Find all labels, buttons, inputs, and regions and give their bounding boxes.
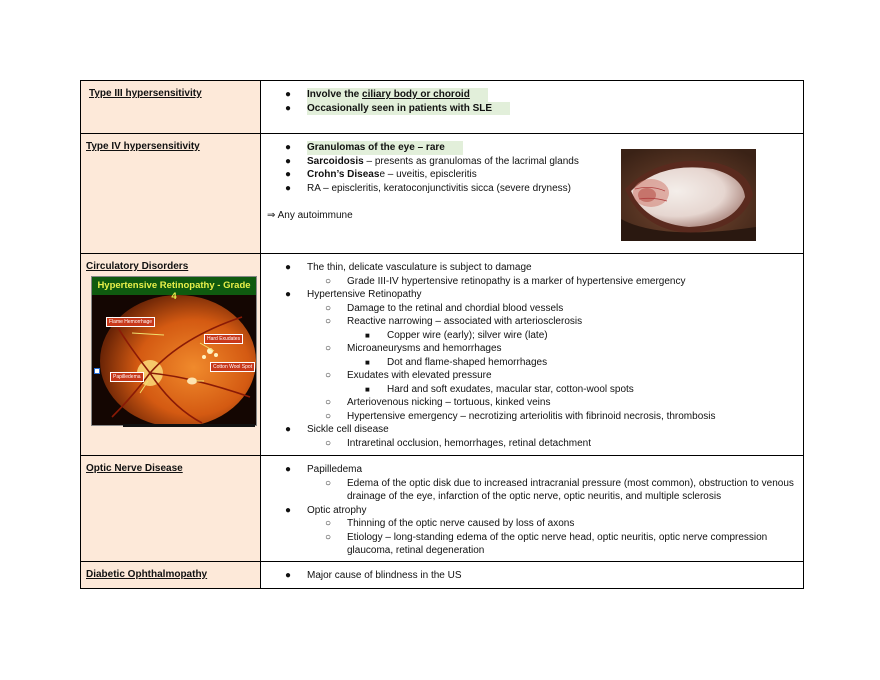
list-item: [267, 531, 797, 558]
image-bottom-bar: [123, 424, 255, 427]
bullet-icon: ○: [325, 370, 332, 381]
list-item-text: Edema of the optic disk due to increased intracranial pressure (most common), obstruction to venous drainage of the eye, infarction of the optic nerve, optic neuritis, and multiple sclerosis: [347, 477, 794, 502]
list-item-text: Damage to the retinal and chordial blood vessels: [347, 302, 564, 314]
bullet-icon: ○: [325, 518, 332, 529]
row-header: [81, 81, 261, 133]
bullet-icon: ○: [325, 410, 332, 422]
list-item: [267, 396, 797, 410]
list-item-text: Optic atrophy: [307, 504, 367, 516]
image-label: Flame Hemorrhage: [106, 317, 155, 327]
retinopathy-image: [91, 276, 257, 426]
bullet-icon: ○: [325, 531, 332, 543]
bullet-icon: ○: [325, 477, 332, 489]
row-title: Type III hypersensitivity: [89, 88, 202, 99]
list-item: ● RA – episcleritis, keratoconjunctivitis sicca (severe dryness): [285, 182, 571, 194]
list-item: [267, 410, 797, 424]
row-title: Diabetic Ophthalmopathy: [86, 569, 208, 580]
list-item-text: The thin, delicate vasculature is subject to damage: [307, 262, 532, 273]
bullet-icon: ●: [285, 424, 292, 435]
list-item: ● Granulomas of the eye – rare: [267, 141, 797, 155]
list-item-text: Arteriovenous nicking – tortuous, kinked veins: [347, 397, 551, 408]
list-item: [267, 437, 797, 451]
list-item-text: Grade III-IV hypertensive retinopathy is a marker of hypertensive emergency: [347, 275, 686, 287]
note-text: ⇒ Any autoimmune: [267, 210, 353, 221]
bullet-icon: ■: [365, 330, 370, 340]
row-header: [81, 254, 261, 455]
list-item: [267, 383, 797, 397]
bullet-icon: ●: [285, 182, 292, 194]
eye-photo: [621, 149, 756, 241]
list-item: [267, 261, 797, 275]
resize-handle[interactable]: [94, 368, 100, 374]
list-item: [267, 356, 797, 370]
bullet-icon: ○: [325, 397, 332, 408]
table-row: [81, 456, 803, 562]
row-header: [81, 456, 261, 561]
circulatory-list: [267, 261, 797, 450]
list-item-text: Sickle cell disease: [307, 424, 389, 435]
bullet-icon: ○: [325, 437, 332, 449]
list-item-text: Hypertensive emergency – necrotizing arteriolitis with fibrinoid necrosis, thrombosis: [347, 410, 716, 422]
table-row: [81, 254, 803, 456]
bullet-icon: ●: [285, 89, 292, 100]
retinopathy-image-title: Hypertensive Retinopathy - Grade 4: [97, 280, 251, 302]
row-content: [261, 562, 803, 588]
bullet-icon: ●: [285, 504, 292, 516]
list-item-text: Thinning of the optic nerve caused by loss of axons: [347, 518, 575, 529]
list-item-text: Reactive narrowing – associated with arteriosclerosis: [347, 316, 583, 327]
diabetic-list: [267, 569, 797, 583]
row-header: [81, 134, 261, 253]
bullet-icon: ●: [285, 570, 292, 581]
bullet-icon: ●: [285, 464, 292, 475]
bullet-icon: ●: [285, 155, 292, 167]
list-item: [267, 517, 797, 531]
bullet-icon: ●: [285, 289, 292, 300]
bullet-icon: ●: [285, 142, 292, 153]
row-content: [261, 134, 803, 253]
list-item: [267, 463, 797, 477]
list-item-text: Exudates with elevated pressure: [347, 370, 492, 381]
bullet-icon: ■: [365, 384, 370, 394]
row-content: [261, 456, 803, 561]
list-item: [267, 477, 797, 504]
bullet-icon: ○: [325, 302, 332, 314]
list-item: [267, 275, 797, 289]
list-item: [267, 302, 797, 316]
table-row: [81, 562, 803, 588]
list-item-text: Copper wire (early); silver wire (late): [387, 329, 548, 341]
list-item: [267, 504, 797, 518]
list-item-text: Papilledema: [307, 464, 363, 475]
list-item-text: Hypertensive Retinopathy: [307, 289, 422, 300]
row-content: [261, 81, 803, 133]
bullet-icon: ●: [285, 262, 292, 273]
table-row: [81, 81, 803, 134]
bullet-icon: ■: [365, 357, 370, 367]
image-label: Papilledema: [110, 372, 144, 382]
table-row: [81, 134, 803, 254]
bullet-icon: ●: [285, 169, 292, 180]
list-item: [267, 329, 797, 343]
list-item-text: Major cause of blindness in the US: [307, 570, 462, 581]
bullet-icon: ●: [285, 102, 292, 114]
image-label: Hard Exudates: [204, 334, 243, 344]
list-item: ● Involve the ciliary body or choroid: [267, 88, 797, 102]
optic-list: [267, 463, 797, 558]
row-header: [81, 562, 261, 588]
row-title: Type IV hypersensitivity: [86, 141, 200, 152]
list-item: [267, 288, 797, 302]
list-item: ● Sarcoidosis – presents as granulomas of the lacrimal glands: [285, 155, 579, 167]
row-title: Circulatory Disorders: [86, 261, 189, 272]
list-item: [267, 315, 797, 329]
list-item: ● Occasionally seen in patients with SLE: [267, 102, 797, 116]
notes-table: [80, 80, 804, 589]
list-item-text: Hard and soft exudates, macular star, cotton-wool spots: [387, 383, 634, 395]
image-label: Cotton Wool Spot: [210, 362, 255, 372]
list-item-text: Microaneurysms and hemorrhages: [347, 343, 502, 354]
list-item-text: Intraretinal occlusion, hemorrhages, retinal detachment: [347, 437, 592, 449]
row-title: Optic Nerve Disease: [86, 463, 183, 474]
bullet-icon: ○: [325, 275, 332, 287]
list-item-text: Etiology – long-standing edema of the optic nerve head, optic neuritis, optic nerve compression glaucoma, retinal degeneration: [347, 531, 768, 556]
list-item: [267, 369, 797, 383]
list-item: ● Crohn’s Disease – uveitis, episcleritis: [285, 169, 477, 180]
list-item: [267, 423, 797, 437]
row-content: [261, 254, 803, 455]
bullet-icon: ○: [325, 343, 332, 354]
list-item: [267, 569, 797, 583]
list-item-text: Dot and flame-shaped hemorrhages: [387, 356, 548, 368]
list-item: [267, 342, 797, 356]
bullet-icon: ○: [325, 316, 332, 327]
